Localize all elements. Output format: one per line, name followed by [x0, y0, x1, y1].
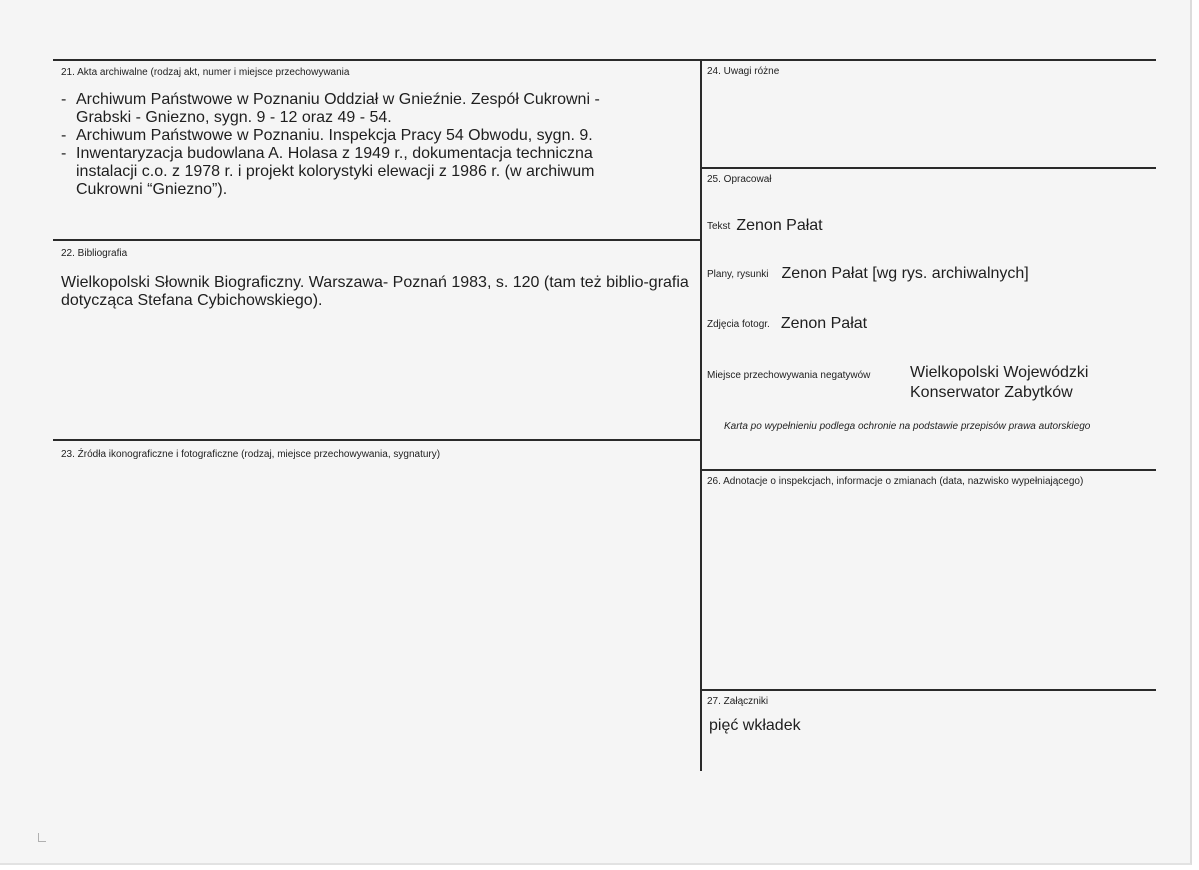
section-21-content — [61, 91, 651, 199]
plany-value: Zenon Pałat [wg rys. archiwalnych] — [781, 265, 1029, 282]
divider-26 — [701, 469, 1156, 471]
section-23-label: 23. Źródła ikonograficzne i fotograficzne (rodzaj, miejsce przechowywania, sygnatury) — [61, 449, 441, 460]
zdjecia-label: Zdjęcia fotogr. — [707, 319, 770, 330]
section-25-label: 25. Opracował — [707, 174, 772, 185]
bibliography-text: Wielkopolski Słownik Biograficzny. Warszawa- Poznań 1983, s. 120 (tam też biblio-grafia dotycząca Stefana Cybichowskiego). — [61, 274, 689, 309]
divider-23 — [53, 439, 701, 441]
section-26-label: 26. Adnotacje o inspekcjach, informacje o zmianach (data, nazwisko wypełniającego) — [707, 476, 1084, 487]
section-27-label: 27. Załączniki — [707, 696, 769, 707]
section-24-label: 24. Uwagi różne — [707, 66, 780, 77]
negatywy-label: Miejsce przechowywania negatywów — [707, 370, 871, 381]
divider-25 — [701, 167, 1156, 169]
list-item: - Inwentaryzacja budowlana A. Holasa z 1949 r., dokumentacja techniczna instalacji c.o. z 1978 r. i projekt kolorystyki elewacji z 1986 r. (w archiwum Cukrowni “Gniezno”). — [61, 145, 595, 198]
attachments-value: pięć wkładek — [709, 717, 801, 734]
list-item: - Archiwum Państwowe w Poznaniu Oddział w Gnieźnie. Zespół Cukrowni - Grabski - Gniezno, sygn. 9 - 12 oraz 49 - 54. — [61, 91, 600, 126]
tekst-field — [707, 217, 823, 235]
archival-records-list — [61, 91, 651, 199]
tekst-label: Tekst — [707, 221, 731, 232]
divider-top-left — [53, 59, 701, 61]
column-divider — [700, 59, 702, 771]
negatywy-value-line2: Konserwator Zabytków — [910, 384, 1073, 401]
plany-field — [707, 265, 1029, 283]
tekst-value: Zenon Pałat — [736, 217, 823, 234]
zdjecia-value: Zenon Pałat — [780, 315, 868, 332]
divider-top-right — [701, 59, 1156, 61]
negatywy-value-line1: Wielkopolski Wojewódzki — [910, 364, 1089, 381]
divider-27 — [701, 689, 1156, 691]
section-21-label: 21. Akta archiwalne (rodzaj akt, numer i miejsce przechowywania — [61, 67, 350, 78]
section-22-label: 22. Bibliografia — [61, 248, 128, 259]
copyright-note: Karta po wypełnieniu podlega ochronie na podstawie przepisów prawa autorskiego — [724, 421, 1091, 432]
divider-22 — [53, 239, 701, 241]
corner-mark — [38, 833, 46, 842]
list-item: - Archiwum Państwowe w Poznaniu. Inspekcja Pracy 54 Obwodu, sygn. 9. — [61, 127, 593, 144]
plany-label: Plany, rysunki — [707, 269, 769, 280]
zdjecia-field — [707, 315, 867, 333]
